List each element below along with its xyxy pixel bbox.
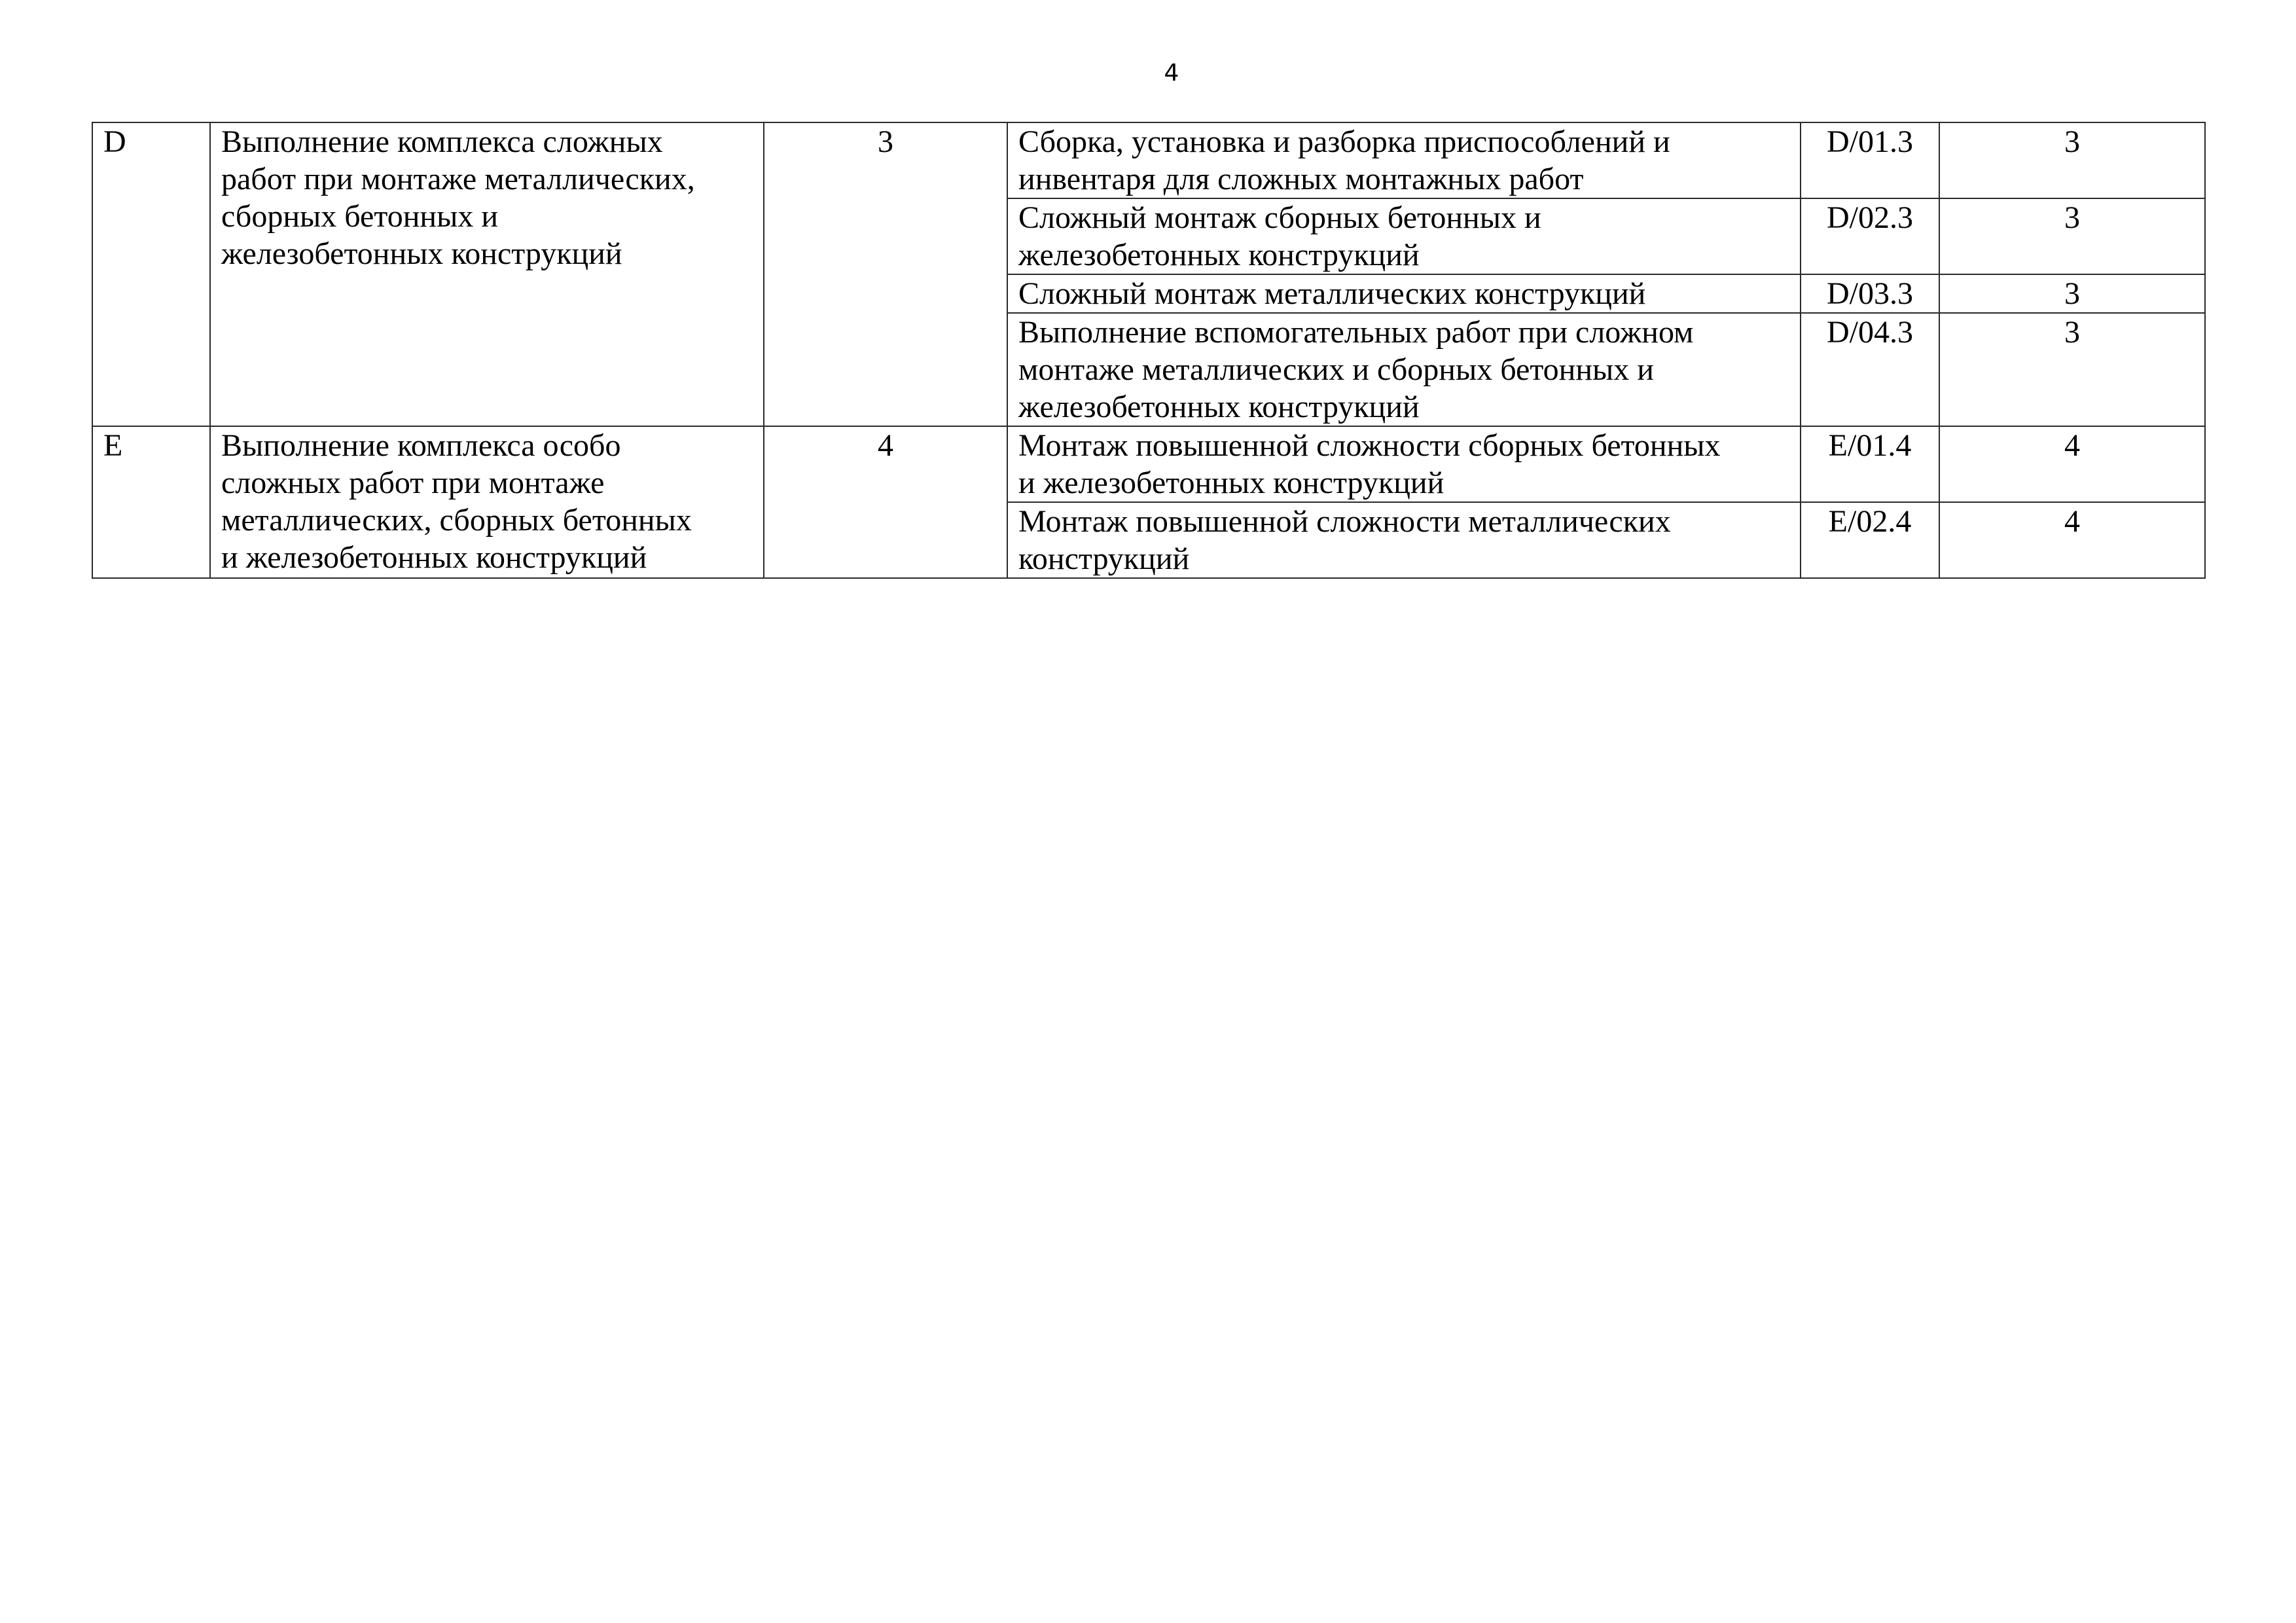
labor-function-level: 4 [1939,502,2205,578]
generalized-functions-table [92,122,2206,579]
text-line: работ при монтаже металлических, [221,162,695,196]
text-line: железобетонных конструкций [1018,238,1420,272]
labor-function-code: E/02.4 [1801,502,1939,578]
text-line: Выполнение комплекса особо [221,428,621,463]
text-line: и железобетонных конструкций [1018,465,1444,500]
qualification-level: 3 [764,122,1007,426]
labor-function-code: D/02.3 [1801,198,1939,274]
generalized-function-name [210,426,764,578]
table-row [92,122,2205,198]
text-line: инвентаря для сложных монтажных работ [1018,162,1584,196]
text-line: и железобетонных конструкций [221,540,647,575]
labor-function-name [1007,122,1801,198]
text-line: металлических, сборных бетонных [221,503,692,538]
labor-function-level: 3 [1939,122,2205,198]
labor-function-code: E/01.4 [1801,426,1939,502]
text-line: Монтаж повышенной сложности сборных бетонных [1018,428,1721,463]
labor-function-name [1007,274,1801,313]
labor-function-name [1007,502,1801,578]
generalized-function-name [210,122,764,426]
generalized-function-code: E [92,426,210,578]
labor-function-level: 3 [1939,198,2205,274]
labor-function-code: D/04.3 [1801,313,1939,426]
labor-function-level: 3 [1939,313,2205,426]
text-line: железобетонных конструкций [1018,390,1420,424]
text-line: монтаже металлических и сборных бетонных и [1018,352,1654,387]
text-line: сложных работ при монтаже [221,465,605,500]
labor-function-name [1007,426,1801,502]
text-line: сборных бетонных и [221,199,498,234]
labor-function-level: 3 [1939,274,2205,313]
labor-function-code: D/03.3 [1801,274,1939,313]
qualification-level: 4 [764,426,1007,578]
text-line: Сложный монтаж металлических конструкций [1018,276,1646,311]
text-line: Сборка, установка и разборка приспособлений и [1018,124,1670,159]
labor-function-level: 4 [1939,426,2205,502]
text-line: Монтаж повышенной сложности металлических [1018,504,1671,539]
labor-function-code: D/01.3 [1801,122,1939,198]
text-line: конструкций [1018,541,1190,576]
text-line: Выполнение комплекса сложных [221,124,663,159]
page-number: 4 [1164,60,1179,86]
text-line: Сложный монтаж сборных бетонных и [1018,200,1541,235]
text-line: железобетонных конструкций [221,236,622,271]
labor-function-name [1007,198,1801,274]
text-line: Выполнение вспомогательных работ при сложном [1018,315,1694,350]
labor-function-name [1007,313,1801,426]
generalized-function-code: D [92,122,210,426]
table-row [92,426,2205,502]
